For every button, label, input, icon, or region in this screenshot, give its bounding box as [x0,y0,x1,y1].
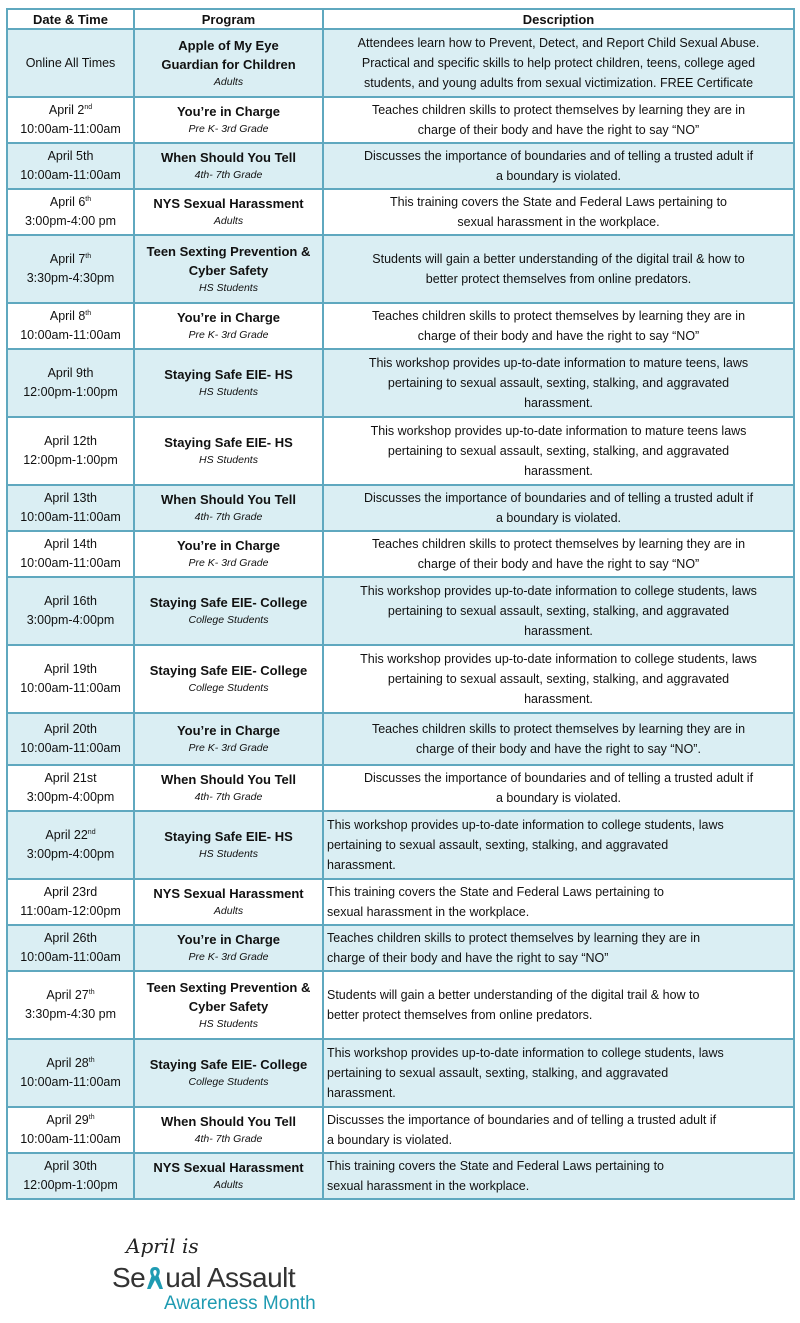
table-row [7,925,794,971]
program-audience: HS Students [199,848,258,860]
table-row [7,811,794,879]
description-cell: This training covers the State and Federal Laws pertaining to sexual harassment in the workplace. [323,1153,794,1199]
description-cell: Discusses the importance of boundaries and of telling a trusted adult if a boundary is violated. [323,765,794,811]
description-cell: This workshop provides up-to-date information to mature teens laws pertaining to sexual assault, sexting, stalking, and aggravated harassment. [323,417,794,485]
description-cell: Discusses the importance of boundaries and of telling a trusted adult if a boundary is violated. [323,143,794,189]
program-title: When Should You Tell [160,150,297,165]
program-audience: HS Students [199,386,258,398]
table-row [7,29,794,97]
program-title: Guardian for Children [161,56,296,72]
program-audience: Pre K- 3rd Grade [188,742,269,754]
logo-awareness-month: Awareness Month [164,1293,316,1314]
date-cell: April 14th 10:00am-11:00am [7,531,134,577]
program-title: You’re in Charge [176,104,281,119]
date-cell: April 20th 10:00am-11:00am [7,713,134,765]
program-audience: Adults [213,75,244,88]
program-title: NYS Sexual Harassment [153,886,304,901]
date-cell: April 13th 10:00am-11:00am [7,485,134,531]
program-cell [134,189,323,235]
table-row [7,645,794,713]
date-cell: April 27th 3:30pm-4:30 pm [7,971,134,1039]
program-title: Teen Sexting Prevention & [146,979,311,995]
date-cell: April 26th 10:00am-11:00am [7,925,134,971]
date-cell: April 28th 10:00am-11:00am [7,1039,134,1107]
description-cell: This workshop provides up-to-date information to college students, laws pertaining to sexual assault, sexting, stalking, and aggravated harassment. [323,811,794,879]
date-cell: Online All Times [7,29,134,97]
header-program: Program [134,9,323,29]
description-cell: Discusses the importance of boundaries and of telling a trusted adult if a boundary is violated. [323,485,794,531]
table-row [7,531,794,577]
table-row [7,971,794,1039]
table-row [7,417,794,485]
program-title: You’re in Charge [176,538,281,553]
table-row [7,303,794,349]
description-cell: Attendees learn how to Prevent, Detect, and Report Child Sexual Abuse. Practical and specific skills to help protect children, teens, college aged students, and young adults from sexual victimization. FREE Certificate [323,29,794,97]
program-title: Apple of My Eye [178,37,279,53]
program-audience: College Students [188,682,269,694]
program-cell [134,29,323,97]
date-cell: April 21st 3:00pm-4:00pm [7,765,134,811]
awareness-month-logo [112,1232,352,1317]
program-title: Staying Safe EIE- HS [164,829,293,844]
date-cell: April 8th 10:00am-11:00am [7,303,134,349]
program-title: Staying Safe EIE- College [149,1057,308,1072]
program-cell [134,765,323,811]
description-cell: Teaches children skills to protect themselves by learning they are in charge of their body and have the right to say “NO” [323,303,794,349]
program-title: NYS Sexual Harassment [153,1160,304,1175]
table-row [7,235,794,303]
program-audience: Pre K- 3rd Grade [188,951,269,963]
table-row [7,189,794,235]
program-audience: 4th- 7th Grade [194,511,263,523]
date-cell: April 5th 10:00am-11:00am [7,143,134,189]
program-title: Teen Sexting Prevention & [146,243,311,259]
description-cell: Teaches children skills to protect themselves by learning they are in charge of their body and have the right to say “NO”. [323,713,794,765]
date-cell: April 12th 12:00pm-1:00pm [7,417,134,485]
program-cell [134,303,323,349]
date-cell: April 19th 10:00am-11:00am [7,645,134,713]
program-cell [134,645,323,713]
program-title: Staying Safe EIE- HS [164,367,293,382]
program-cell [134,577,323,645]
program-audience: 4th- 7th Grade [194,169,263,181]
table-row [7,879,794,925]
program-audience: Adults [213,905,244,917]
awareness-ribbon-icon [145,1265,165,1291]
table-row [7,1107,794,1153]
program-title: Cyber Safety [188,998,269,1014]
program-cell [134,1039,323,1107]
program-title: You’re in Charge [176,310,281,325]
table-row [7,143,794,189]
table-row [7,1039,794,1107]
table-row [7,1153,794,1199]
header-date: Date & Time [7,9,134,29]
schedule-rows [7,29,794,1199]
description-cell: Students will gain a better understanding of the digital trail & how to better protect themselves from online predators. [323,971,794,1039]
description-cell: Discusses the importance of boundaries and of telling a trusted adult if a boundary is violated. [323,1107,794,1153]
program-title: When Should You Tell [160,772,297,787]
program-audience: Pre K- 3rd Grade [188,329,269,341]
program-title: NYS Sexual Harassment [153,196,304,211]
description-cell: This workshop provides up-to-date information to college students, laws pertaining to sexual assault, sexting, stalking, and aggravated harassment. [323,577,794,645]
description-cell: Teaches children skills to protect themselves by learning they are in charge of their body and have the right to say “NO” [323,925,794,971]
program-title: Staying Safe EIE- College [149,663,308,678]
program-cell [134,143,323,189]
table-row [7,97,794,143]
table-row [7,765,794,811]
table-row [7,485,794,531]
description-cell: This workshop provides up-to-date information to college students, laws pertaining to sexual assault, sexting, stalking, and aggravated harassment. [323,645,794,713]
description-cell: This workshop provides up-to-date information to college students, laws pertaining to sexual assault, sexting, stalking, and aggravated harassment. [323,1039,794,1107]
description-cell: Teaches children skills to protect themselves by learning they are in charge of their body and have the right to say “NO” [323,97,794,143]
date-cell: April 30th 12:00pm-1:00pm [7,1153,134,1199]
program-cell [134,97,323,143]
program-cell [134,531,323,577]
program-title: When Should You Tell [160,1114,297,1129]
header-row [7,9,794,29]
program-cell [134,925,323,971]
date-cell: April 7th 3:30pm-4:30pm [7,235,134,303]
program-cell [134,485,323,531]
program-audience: Pre K- 3rd Grade [188,557,269,569]
program-cell [134,235,323,303]
program-audience: HS Students [199,281,258,294]
schedule-table [6,8,795,1200]
date-cell: April 9th 12:00pm-1:00pm [7,349,134,417]
program-audience: 4th- 7th Grade [194,791,263,803]
program-audience: Adults [213,215,244,227]
program-cell [134,811,323,879]
program-title: You’re in Charge [176,723,281,738]
program-audience: Adults [213,1179,244,1191]
description-cell: Teaches children skills to protect themselves by learning they are in charge of their body and have the right to say “NO” [323,531,794,577]
logo-sexual-assault [112,1262,295,1294]
description-cell: Students will gain a better understanding of the digital trail & how to better protect themselves from online predators. [323,235,794,303]
program-audience: College Students [188,1076,269,1088]
header-description: Description [323,9,794,29]
date-cell: April 6th 3:00pm-4:00 pm [7,189,134,235]
program-audience: HS Students [199,1017,258,1030]
logo-text-pre: Se [112,1262,146,1293]
date-cell: April 23rd 11:00am-12:00pm [7,879,134,925]
table-row [7,713,794,765]
program-cell [134,713,323,765]
program-audience: College Students [188,614,269,626]
description-cell: This training covers the State and Federal Laws pertaining to sexual harassment in the workplace. [323,879,794,925]
program-cell [134,349,323,417]
program-cell [134,971,323,1039]
program-cell [134,1153,323,1199]
program-title: When Should You Tell [160,492,297,507]
program-cell [134,417,323,485]
program-audience: Pre K- 3rd Grade [188,123,269,135]
logo-april-is: April is [126,1234,199,1258]
logo-text-post: ual Assault [165,1262,296,1293]
program-title: Cyber Safety [188,262,269,278]
description-cell: This workshop provides up-to-date information to mature teens, laws pertaining to sexual assault, sexting, stalking, and aggravated harassment. [323,349,794,417]
date-cell: April 16th 3:00pm-4:00pm [7,577,134,645]
program-audience: HS Students [199,454,258,466]
program-title: Staying Safe EIE- HS [164,435,293,450]
table-row [7,349,794,417]
program-cell [134,1107,323,1153]
program-audience: 4th- 7th Grade [194,1133,263,1145]
date-cell: April 22nd 3:00pm-4:00pm [7,811,134,879]
date-cell: April 2nd 10:00am-11:00am [7,97,134,143]
date-cell: April 29th 10:00am-11:00am [7,1107,134,1153]
table-row [7,577,794,645]
program-cell [134,879,323,925]
description-cell: This training covers the State and Federal Laws pertaining to sexual harassment in the workplace. [323,189,794,235]
program-title: Staying Safe EIE- College [149,595,308,610]
program-title: You’re in Charge [176,932,281,947]
